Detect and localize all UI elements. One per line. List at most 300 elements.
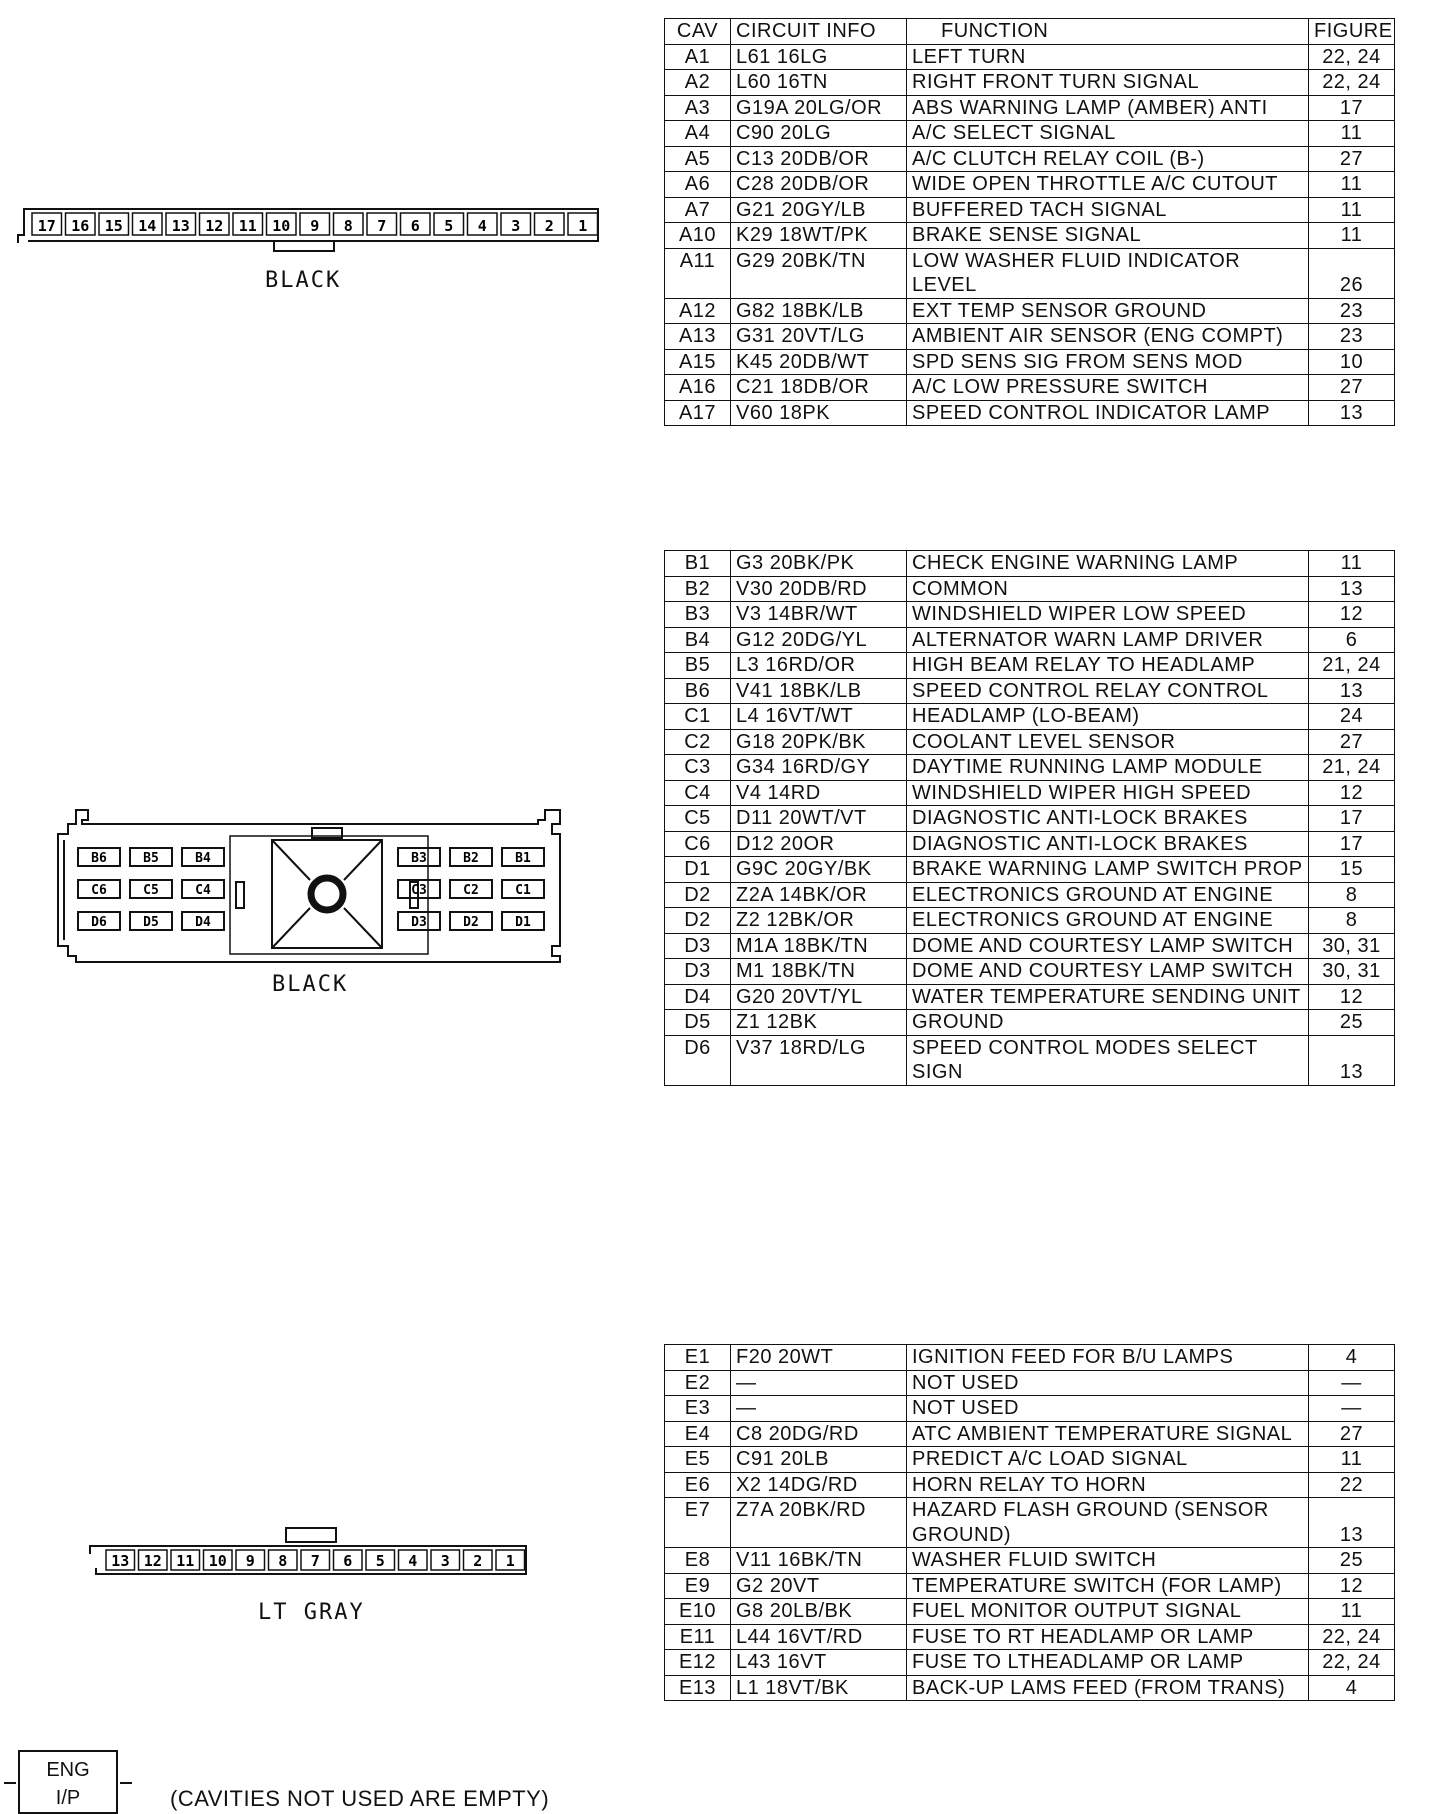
legend-box-line1: ENG xyxy=(46,1759,90,1781)
cell-circuit: D12 20OR xyxy=(731,831,907,857)
table-row xyxy=(665,653,1395,679)
pin-number: 5 xyxy=(375,1552,385,1570)
cell-circuit: V41 18BK/LB xyxy=(731,678,907,704)
cell-figure: 8 xyxy=(1309,908,1395,934)
cell-figure: 22, 24 xyxy=(1309,1624,1395,1650)
pin-number: 7 xyxy=(377,217,387,235)
cell-circuit: C8 20DG/RD xyxy=(731,1421,907,1447)
cell-figure: 13 xyxy=(1309,1498,1395,1548)
table-row xyxy=(665,172,1395,198)
cell-cav: C4 xyxy=(665,780,731,806)
cell-figure: 21, 24 xyxy=(1309,653,1395,679)
pin-number: 4 xyxy=(477,217,487,235)
table-row xyxy=(665,831,1395,857)
cell-cav: C2 xyxy=(665,729,731,755)
table-row xyxy=(665,375,1395,401)
table-row xyxy=(665,755,1395,781)
cell-function: WATER TEMPERATURE SENDING UNIT xyxy=(907,984,1309,1010)
pin-number: 4 xyxy=(408,1552,418,1570)
cell-cav: C1 xyxy=(665,704,731,730)
cell-circuit: G82 18BK/LB xyxy=(731,298,907,324)
cell-function: SPEED CONTROL MODES SELECT SIGN xyxy=(907,1035,1309,1085)
legend-tick-left xyxy=(4,1782,16,1784)
cell-function: PREDICT A/C LOAD SIGNAL xyxy=(907,1447,1309,1473)
cell-circuit: G34 16RD/GY xyxy=(731,755,907,781)
cell-figure: 27 xyxy=(1309,375,1395,401)
cell-figure: 22, 24 xyxy=(1309,70,1395,96)
cell-cav: A7 xyxy=(665,197,731,223)
pinout-table-e xyxy=(664,1344,1395,1701)
table-row xyxy=(665,576,1395,602)
connector-middle-diagram xyxy=(40,800,570,970)
table-row xyxy=(665,95,1395,121)
cell-circuit: G8 20LB/BK xyxy=(731,1599,907,1625)
cell-cav: E8 xyxy=(665,1548,731,1574)
table-row xyxy=(665,704,1395,730)
table-row xyxy=(665,197,1395,223)
cell-cav: C5 xyxy=(665,806,731,832)
table-row xyxy=(665,780,1395,806)
table-row xyxy=(665,1573,1395,1599)
cavity-label: B1 xyxy=(515,851,531,866)
cell-function: SPEED CONTROL INDICATOR LAMP xyxy=(907,400,1309,426)
cell-function: A/C SELECT SIGNAL xyxy=(907,121,1309,147)
table-row xyxy=(665,1472,1395,1498)
cell-function: SPD SENS SIG FROM SENS MOD xyxy=(907,349,1309,375)
cell-function: BUFFERED TACH SIGNAL xyxy=(907,197,1309,223)
cell-circuit: Z2 12BK/OR xyxy=(731,908,907,934)
cell-figure: 30, 31 xyxy=(1309,959,1395,985)
table-row xyxy=(665,70,1395,96)
eng-ip-legend-box xyxy=(18,1750,118,1814)
cell-cav: C3 xyxy=(665,755,731,781)
cell-figure: 11 xyxy=(1309,1599,1395,1625)
table-row xyxy=(665,627,1395,653)
pin-number: 13 xyxy=(111,1552,130,1570)
cell-function: HEADLAMP (LO-BEAM) xyxy=(907,704,1309,730)
cell-function: HAZARD FLASH GROUND (SENSOR GROUND) xyxy=(907,1498,1309,1548)
cell-circuit: V60 18PK xyxy=(731,400,907,426)
connector-top-color: BLACK xyxy=(265,268,342,293)
legend-tick-right xyxy=(120,1782,132,1784)
cell-cav: B6 xyxy=(665,678,731,704)
cavity-label: B6 xyxy=(91,851,107,866)
cell-cav: D1 xyxy=(665,857,731,883)
legend-box-line2: I/P xyxy=(55,1787,81,1809)
cavity-label: C2 xyxy=(463,883,479,898)
pin-number: 2 xyxy=(473,1552,483,1570)
cell-figure: 8 xyxy=(1309,882,1395,908)
cell-figure: 27 xyxy=(1309,729,1395,755)
table-row xyxy=(665,1345,1395,1371)
cell-function: BRAKE WARNING LAMP SWITCH PROP xyxy=(907,857,1309,883)
table-row xyxy=(665,324,1395,350)
cell-circuit: — xyxy=(731,1370,907,1396)
cell-figure: 25 xyxy=(1309,1010,1395,1036)
table-row xyxy=(665,44,1395,70)
cell-function: RIGHT FRONT TURN SIGNAL xyxy=(907,70,1309,96)
cavity-label: B4 xyxy=(195,851,211,866)
table-row xyxy=(665,1498,1395,1548)
cell-figure: 12 xyxy=(1309,984,1395,1010)
cavity-label: D4 xyxy=(195,915,211,930)
table-row xyxy=(665,349,1395,375)
cell-cav: A2 xyxy=(665,70,731,96)
cell-function: COOLANT LEVEL SENSOR xyxy=(907,729,1309,755)
cell-cav: B5 xyxy=(665,653,731,679)
cell-cav: E7 xyxy=(665,1498,731,1548)
cell-cav: A6 xyxy=(665,172,731,198)
pin-number: 8 xyxy=(343,217,353,235)
cell-function: DIAGNOSTIC ANTI-LOCK BRAKES xyxy=(907,806,1309,832)
pin-number: 11 xyxy=(238,217,257,235)
cell-figure: 17 xyxy=(1309,95,1395,121)
cell-circuit: K29 18WT/PK xyxy=(731,223,907,249)
cell-circuit: L43 16VT xyxy=(731,1650,907,1676)
cell-function: ELECTRONICS GROUND AT ENGINE xyxy=(907,882,1309,908)
table-row xyxy=(665,882,1395,908)
pin-number: 15 xyxy=(104,217,123,235)
table-row xyxy=(665,1548,1395,1574)
cell-cav: A10 xyxy=(665,223,731,249)
table-row xyxy=(665,223,1395,249)
cell-circuit: Z7A 20BK/RD xyxy=(731,1498,907,1548)
cell-cav: E13 xyxy=(665,1675,731,1701)
cell-circuit: V11 16BK/TN xyxy=(731,1548,907,1574)
pin-number: 7 xyxy=(310,1552,320,1570)
cell-cav: B2 xyxy=(665,576,731,602)
cell-figure: 11 xyxy=(1309,551,1395,577)
cell-figure: 27 xyxy=(1309,146,1395,172)
cell-figure: 30, 31 xyxy=(1309,933,1395,959)
cell-figure: 13 xyxy=(1309,678,1395,704)
pin-number: 5 xyxy=(444,217,454,235)
cell-circuit: Z2A 14BK/OR xyxy=(731,882,907,908)
pin-number: 2 xyxy=(544,217,554,235)
cell-figure: 11 xyxy=(1309,121,1395,147)
cell-circuit: G9C 20GY/BK xyxy=(731,857,907,883)
cell-cav: A11 xyxy=(665,248,731,298)
cell-circuit: C90 20LG xyxy=(731,121,907,147)
cell-circuit: G2 20VT xyxy=(731,1573,907,1599)
cell-function: ELECTRONICS GROUND AT ENGINE xyxy=(907,908,1309,934)
cell-function: A/C CLUTCH RELAY COIL (B-) xyxy=(907,146,1309,172)
cell-cav: A16 xyxy=(665,375,731,401)
cell-circuit: G3 20BK/PK xyxy=(731,551,907,577)
table-row xyxy=(665,1599,1395,1625)
cell-function: ALTERNATOR WARN LAMP DRIVER xyxy=(907,627,1309,653)
table-row xyxy=(665,1421,1395,1447)
cell-figure: 23 xyxy=(1309,324,1395,350)
cell-circuit: F20 20WT xyxy=(731,1345,907,1371)
cell-circuit: L1 18VT/BK xyxy=(731,1675,907,1701)
cell-cav: E6 xyxy=(665,1472,731,1498)
cell-circuit: K45 20DB/WT xyxy=(731,349,907,375)
cavity-label: C3 xyxy=(411,883,427,898)
cell-function: BRAKE SENSE SIGNAL xyxy=(907,223,1309,249)
table-row xyxy=(665,1675,1395,1701)
cell-cav: E2 xyxy=(665,1370,731,1396)
cell-circuit: C28 20DB/OR xyxy=(731,172,907,198)
cell-cav: D3 xyxy=(665,933,731,959)
cavity-label: D2 xyxy=(463,915,479,930)
cell-function: BACK-UP LAMS FEED (FROM TRANS) xyxy=(907,1675,1309,1701)
table-row xyxy=(665,933,1395,959)
pin-number: 12 xyxy=(205,217,224,235)
cell-function: SPEED CONTROL RELAY CONTROL xyxy=(907,678,1309,704)
cell-circuit: C21 18DB/OR xyxy=(731,375,907,401)
cell-circuit: G31 20VT/LG xyxy=(731,324,907,350)
table-row xyxy=(665,1010,1395,1036)
table-row xyxy=(665,1035,1395,1085)
cell-circuit: G18 20PK/BK xyxy=(731,729,907,755)
pin-number: 11 xyxy=(176,1552,195,1570)
cell-figure: 11 xyxy=(1309,223,1395,249)
connector-middle-color: BLACK xyxy=(272,972,349,997)
cell-cav: E4 xyxy=(665,1421,731,1447)
cell-figure: 25 xyxy=(1309,1548,1395,1574)
cell-function: IGNITION FEED FOR B/U LAMPS xyxy=(907,1345,1309,1371)
cell-figure: 12 xyxy=(1309,602,1395,628)
cell-circuit: G20 20VT/YL xyxy=(731,984,907,1010)
cell-circuit: L3 16RD/OR xyxy=(731,653,907,679)
cell-circuit: G21 20GY/LB xyxy=(731,197,907,223)
table-header-row xyxy=(665,19,1395,45)
table-row xyxy=(665,1650,1395,1676)
connector-top-diagram xyxy=(14,205,614,265)
table-row xyxy=(665,806,1395,832)
cell-circuit: L61 16LG xyxy=(731,44,907,70)
cell-function: TEMPERATURE SWITCH (FOR LAMP) xyxy=(907,1573,1309,1599)
cell-figure: 12 xyxy=(1309,780,1395,806)
cavity-label: B3 xyxy=(411,851,427,866)
cell-cav: B4 xyxy=(665,627,731,653)
cell-cav: D2 xyxy=(665,908,731,934)
cell-function: DAYTIME RUNNING LAMP MODULE xyxy=(907,755,1309,781)
cell-cav: A4 xyxy=(665,121,731,147)
pin-number: 9 xyxy=(245,1552,255,1570)
cell-function: HIGH BEAM RELAY TO HEADLAMP xyxy=(907,653,1309,679)
cell-cav: A3 xyxy=(665,95,731,121)
cell-circuit: D11 20WT/VT xyxy=(731,806,907,832)
pin-number: 10 xyxy=(208,1552,227,1570)
cell-function: LOW WASHER FLUID INDICATOR LEVEL xyxy=(907,248,1309,298)
cell-cav: E9 xyxy=(665,1573,731,1599)
cell-function: FUSE TO RT HEADLAMP OR LAMP xyxy=(907,1624,1309,1650)
connector-bottom-diagram xyxy=(86,1524,546,1594)
cavity-label: B2 xyxy=(463,851,479,866)
cell-function: WASHER FLUID SWITCH xyxy=(907,1548,1309,1574)
cell-cav: D3 xyxy=(665,959,731,985)
cell-figure: 13 xyxy=(1309,400,1395,426)
cell-circuit: Z1 12BK xyxy=(731,1010,907,1036)
cell-circuit: V30 20DB/RD xyxy=(731,576,907,602)
cell-function: WINDSHIELD WIPER HIGH SPEED xyxy=(907,780,1309,806)
cell-cav: D4 xyxy=(665,984,731,1010)
pin-number: 10 xyxy=(272,217,291,235)
cell-function: ATC AMBIENT TEMPERATURE SIGNAL xyxy=(907,1421,1309,1447)
cell-figure: 26 xyxy=(1309,248,1395,298)
cell-figure: 12 xyxy=(1309,1573,1395,1599)
header-circuit: CIRCUIT INFO xyxy=(731,19,907,45)
header-figure: FIGURE xyxy=(1309,19,1395,45)
cell-cav: E12 xyxy=(665,1650,731,1676)
cell-cav: A13 xyxy=(665,324,731,350)
cell-figure: 11 xyxy=(1309,1447,1395,1473)
cavity-label: D6 xyxy=(91,915,107,930)
header-cav: CAV xyxy=(665,19,731,45)
cavity-label: C1 xyxy=(515,883,531,898)
cell-function: DOME AND COURTESY LAMP SWITCH xyxy=(907,959,1309,985)
cell-circuit: L4 16VT/WT xyxy=(731,704,907,730)
cavity-label: D5 xyxy=(143,915,159,930)
cell-figure: 4 xyxy=(1309,1345,1395,1371)
table-row xyxy=(665,959,1395,985)
cell-figure: — xyxy=(1309,1370,1395,1396)
pin-number: 16 xyxy=(71,217,90,235)
cavity-label: C6 xyxy=(91,883,107,898)
table-row xyxy=(665,1396,1395,1422)
cell-cav: B1 xyxy=(665,551,731,577)
cell-figure: 13 xyxy=(1309,1035,1395,1085)
cavity-label: D1 xyxy=(515,915,531,930)
cell-circuit: G29 20BK/TN xyxy=(731,248,907,298)
cell-circuit: V4 14RD xyxy=(731,780,907,806)
table-row xyxy=(665,1624,1395,1650)
cell-figure: 6 xyxy=(1309,627,1395,653)
table-row xyxy=(665,984,1395,1010)
cell-function: NOT USED xyxy=(907,1370,1309,1396)
cell-cav: A12 xyxy=(665,298,731,324)
cell-function: A/C LOW PRESSURE SWITCH xyxy=(907,375,1309,401)
cell-function: WIDE OPEN THROTTLE A/C CUTOUT xyxy=(907,172,1309,198)
cell-figure: 11 xyxy=(1309,172,1395,198)
cell-circuit: G19A 20LG/OR xyxy=(731,95,907,121)
cell-circuit: V3 14BR/WT xyxy=(731,602,907,628)
cell-function: NOT USED xyxy=(907,1396,1309,1422)
cell-cav: A1 xyxy=(665,44,731,70)
table-row xyxy=(665,857,1395,883)
table-row xyxy=(665,298,1395,324)
table-row xyxy=(665,678,1395,704)
cell-function: FUEL MONITOR OUTPUT SIGNAL xyxy=(907,1599,1309,1625)
cell-function: CHECK ENGINE WARNING LAMP xyxy=(907,551,1309,577)
table-row xyxy=(665,602,1395,628)
pin-number: 6 xyxy=(343,1552,353,1570)
cell-figure: 22, 24 xyxy=(1309,44,1395,70)
cell-circuit: C91 20LB xyxy=(731,1447,907,1473)
cell-cav: E3 xyxy=(665,1396,731,1422)
cell-figure: 23 xyxy=(1309,298,1395,324)
pin-number: 13 xyxy=(171,217,190,235)
cell-circuit: M1A 18BK/TN xyxy=(731,933,907,959)
cell-cav: D6 xyxy=(665,1035,731,1085)
cavity-label: C5 xyxy=(143,883,159,898)
cell-function: COMMON xyxy=(907,576,1309,602)
cavities-note: (CAVITIES NOT USED ARE EMPTY) xyxy=(170,1786,550,1811)
cell-circuit: — xyxy=(731,1396,907,1422)
cavity-label: D3 xyxy=(411,915,427,930)
cell-cav: E11 xyxy=(665,1624,731,1650)
cell-cav: A17 xyxy=(665,400,731,426)
table-row xyxy=(665,908,1395,934)
cell-circuit: L44 16VT/RD xyxy=(731,1624,907,1650)
cell-cav: D2 xyxy=(665,882,731,908)
pin-number: 12 xyxy=(143,1552,162,1570)
cell-figure: 21, 24 xyxy=(1309,755,1395,781)
cell-figure: 11 xyxy=(1309,197,1395,223)
table-row xyxy=(665,1370,1395,1396)
cell-cav: C6 xyxy=(665,831,731,857)
cell-circuit: V37 18RD/LG xyxy=(731,1035,907,1085)
table-row xyxy=(665,400,1395,426)
cell-figure: 24 xyxy=(1309,704,1395,730)
cell-cav: A5 xyxy=(665,146,731,172)
cell-figure: 17 xyxy=(1309,806,1395,832)
cell-figure: 22 xyxy=(1309,1472,1395,1498)
cell-function: GROUND xyxy=(907,1010,1309,1036)
cell-figure: 10 xyxy=(1309,349,1395,375)
pin-number: 1 xyxy=(505,1552,515,1570)
cell-function: DOME AND COURTESY LAMP SWITCH xyxy=(907,933,1309,959)
cell-circuit: C13 20DB/OR xyxy=(731,146,907,172)
cell-function: HORN RELAY TO HORN xyxy=(907,1472,1309,1498)
table-row xyxy=(665,551,1395,577)
pin-number: 14 xyxy=(138,217,157,235)
cell-function: WINDSHIELD WIPER LOW SPEED xyxy=(907,602,1309,628)
pin-number: 9 xyxy=(310,217,320,235)
cell-circuit: L60 16TN xyxy=(731,70,907,96)
cell-function: EXT TEMP SENSOR GROUND xyxy=(907,298,1309,324)
cell-figure: 22, 24 xyxy=(1309,1650,1395,1676)
cell-function: DIAGNOSTIC ANTI-LOCK BRAKES xyxy=(907,831,1309,857)
cell-function: ABS WARNING LAMP (AMBER) ANTI xyxy=(907,95,1309,121)
table-row xyxy=(665,146,1395,172)
cell-figure: 13 xyxy=(1309,576,1395,602)
cell-cav: A15 xyxy=(665,349,731,375)
cell-figure: 4 xyxy=(1309,1675,1395,1701)
cell-cav: E10 xyxy=(665,1599,731,1625)
cell-circuit: M1 18BK/TN xyxy=(731,959,907,985)
cell-figure: — xyxy=(1309,1396,1395,1422)
connector-bottom-color: LT GRAY xyxy=(258,1600,365,1625)
cell-cav: E5 xyxy=(665,1447,731,1473)
header-function: FUNCTION xyxy=(907,19,1309,45)
table-row xyxy=(665,729,1395,755)
cell-circuit: X2 14DG/RD xyxy=(731,1472,907,1498)
table-row xyxy=(665,248,1395,298)
cell-cav: D5 xyxy=(665,1010,731,1036)
cavity-label: B5 xyxy=(143,851,159,866)
table-row xyxy=(665,121,1395,147)
pin-number: 3 xyxy=(440,1552,450,1570)
cell-figure: 15 xyxy=(1309,857,1395,883)
pinout-table-b xyxy=(664,550,1395,1086)
pin-number: 17 xyxy=(37,217,56,235)
cell-function: AMBIENT AIR SENSOR (ENG COMPT) xyxy=(907,324,1309,350)
cavity-label: C4 xyxy=(195,883,211,898)
table-row xyxy=(665,1447,1395,1473)
pinout-table-a xyxy=(664,18,1395,426)
cell-function: LEFT TURN xyxy=(907,44,1309,70)
cell-cav: E1 xyxy=(665,1345,731,1371)
cell-circuit: G12 20DG/YL xyxy=(731,627,907,653)
pin-number: 1 xyxy=(578,217,588,235)
pin-number: 8 xyxy=(278,1552,288,1570)
cell-figure: 17 xyxy=(1309,831,1395,857)
pin-number: 3 xyxy=(511,217,521,235)
cell-function: FUSE TO LTHEADLAMP OR LAMP xyxy=(907,1650,1309,1676)
